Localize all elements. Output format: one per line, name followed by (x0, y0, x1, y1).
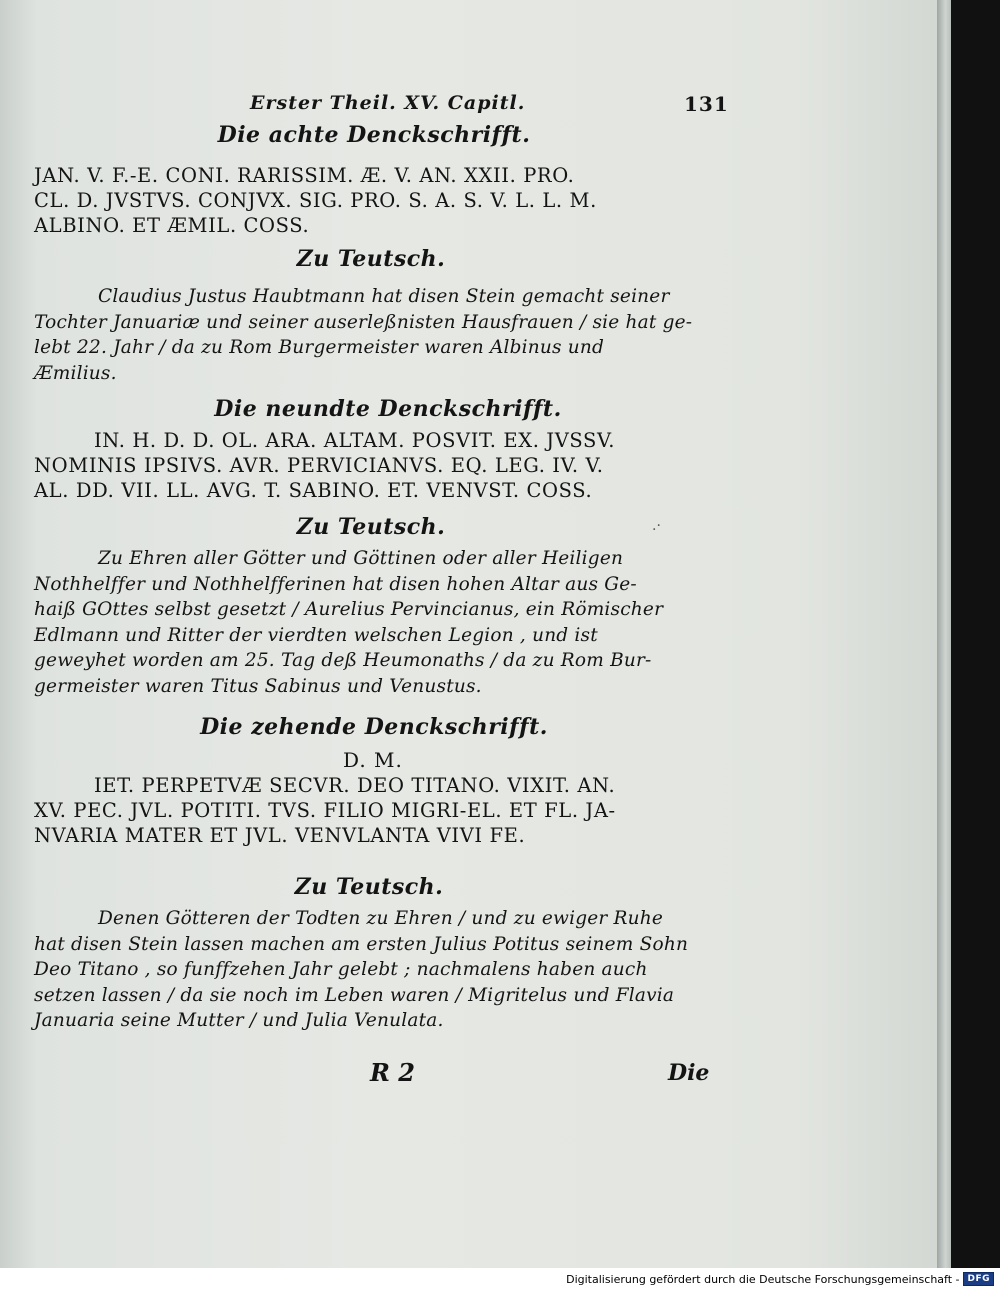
translation-line: Nothhelffer und Nothhelfferinen hat disen hohen Altar aus Ge- (34, 573, 637, 595)
german-translation (34, 906, 724, 1034)
section-heading: Die zehende Denckschrifft. (200, 714, 548, 740)
translation-line: Zu Ehren aller Götter und Göttinen oder aller Heiligen (98, 548, 624, 569)
translation-line: haiß GOttes selbst gesetzt / Aurelius Pervincianus, ein Römischer (34, 599, 664, 620)
inscription-line: IET. PERPETVÆ SECVR. DEO TITANO. VIXIT. AN. (94, 774, 616, 797)
page-number: 131 (684, 92, 729, 116)
german-translation (34, 284, 724, 386)
credit-text: Digitalisierung gefördert durch die Deutsche Forschungsgemeinschaft - (566, 1272, 960, 1286)
translation-line: Claudius Justus Haubtmann hat disen Stein gemacht seiner (98, 286, 670, 307)
translation-line: lebt 22. Jahr / da zu Rom Burgermeister waren Albinus und (34, 337, 605, 358)
inscription-line: IN. H. D. D. OL. ARA. ALTAM. POSVIT. EX. JVSSV. (94, 429, 616, 452)
inscription-line: JAN. V. F.-E. CONI. RARISSIM. Æ. V. AN. XXII. PRO. (34, 164, 575, 187)
translation-line: hat disen Stein lassen machen am ersten Julius Potitus seinem Sohn (34, 933, 689, 955)
translation-heading: Zu Teutsch. (296, 246, 446, 272)
scan-border (951, 0, 1000, 1268)
dfg-logo-icon: DFG (963, 1272, 994, 1286)
translation-line: Januaria seine Mutter / und Julia Venulata. (34, 1010, 444, 1031)
signature-mark: R 2 (370, 1058, 415, 1087)
inscription-line: XV. PEC. JVL. POTITI. TVS. FILIO MIGRI-EL. ET FL. JA- (34, 799, 616, 822)
translation-heading: Zu Teutsch. (296, 514, 446, 540)
translation-line: Denen Götteren der Todten zu Ehren / und zu ewiger Ruhe (98, 908, 664, 929)
inscription-line: ALBINO. ET ÆMIL. COSS. (34, 214, 310, 237)
funding-credit (566, 1272, 994, 1286)
translation-line: setzen lassen / da sie noch im Leben waren / Migritelus und Flavia (34, 984, 675, 1006)
page-edge (937, 0, 951, 1268)
ink-spot: .· (652, 518, 661, 534)
section-heading: Die neundte Denckschrifft. (214, 396, 562, 422)
german-translation (34, 546, 724, 699)
running-head: Erster Theil. XV. Capitl. (250, 92, 526, 114)
latin-inscription (34, 163, 724, 238)
translation-heading: Zu Teutsch. (294, 874, 444, 900)
inscription-line: NOMINIS IPSIVS. AVR. PERVICIANVS. EQ. LEG. IV. V. (34, 454, 604, 477)
translation-line: Tochter Januariæ und seiner auserleßnisten Hausfrauen / sie hat ge- (34, 311, 693, 333)
latin-inscription (34, 428, 724, 503)
section-heading: Die achte Denckschrifft. (217, 122, 531, 148)
translation-line: geweyhet worden am 25. Tag deß Heumonaths / da zu Rom Bur- (34, 650, 652, 671)
dm-abbreviation: D. M. (343, 748, 403, 772)
translation-line: germeister waren Titus Sabinus und Venustus. (34, 675, 482, 697)
translation-line: Edlmann und Ritter der vierdten welschen Legion , und ist (34, 624, 598, 646)
inscription-line: NVARIA MATER ET JVL. VENVLANTA VIVI FE. (34, 824, 526, 847)
inscription-line: CL. D. JVSTVS. CONJVX. SIG. PRO. S. A. S. V. L. L. M. (34, 189, 597, 212)
translation-line: Deo Titano , so funffzehen Jahr gelebt ; nachmalens haben auch (34, 959, 648, 980)
latin-inscription (34, 773, 724, 848)
inscription-line: AL. DD. VII. LL. AVG. T. SABINO. ET. VENVST. COSS. (34, 479, 593, 502)
translation-line: Æmilius. (34, 362, 117, 384)
catchword: Die (668, 1060, 710, 1086)
